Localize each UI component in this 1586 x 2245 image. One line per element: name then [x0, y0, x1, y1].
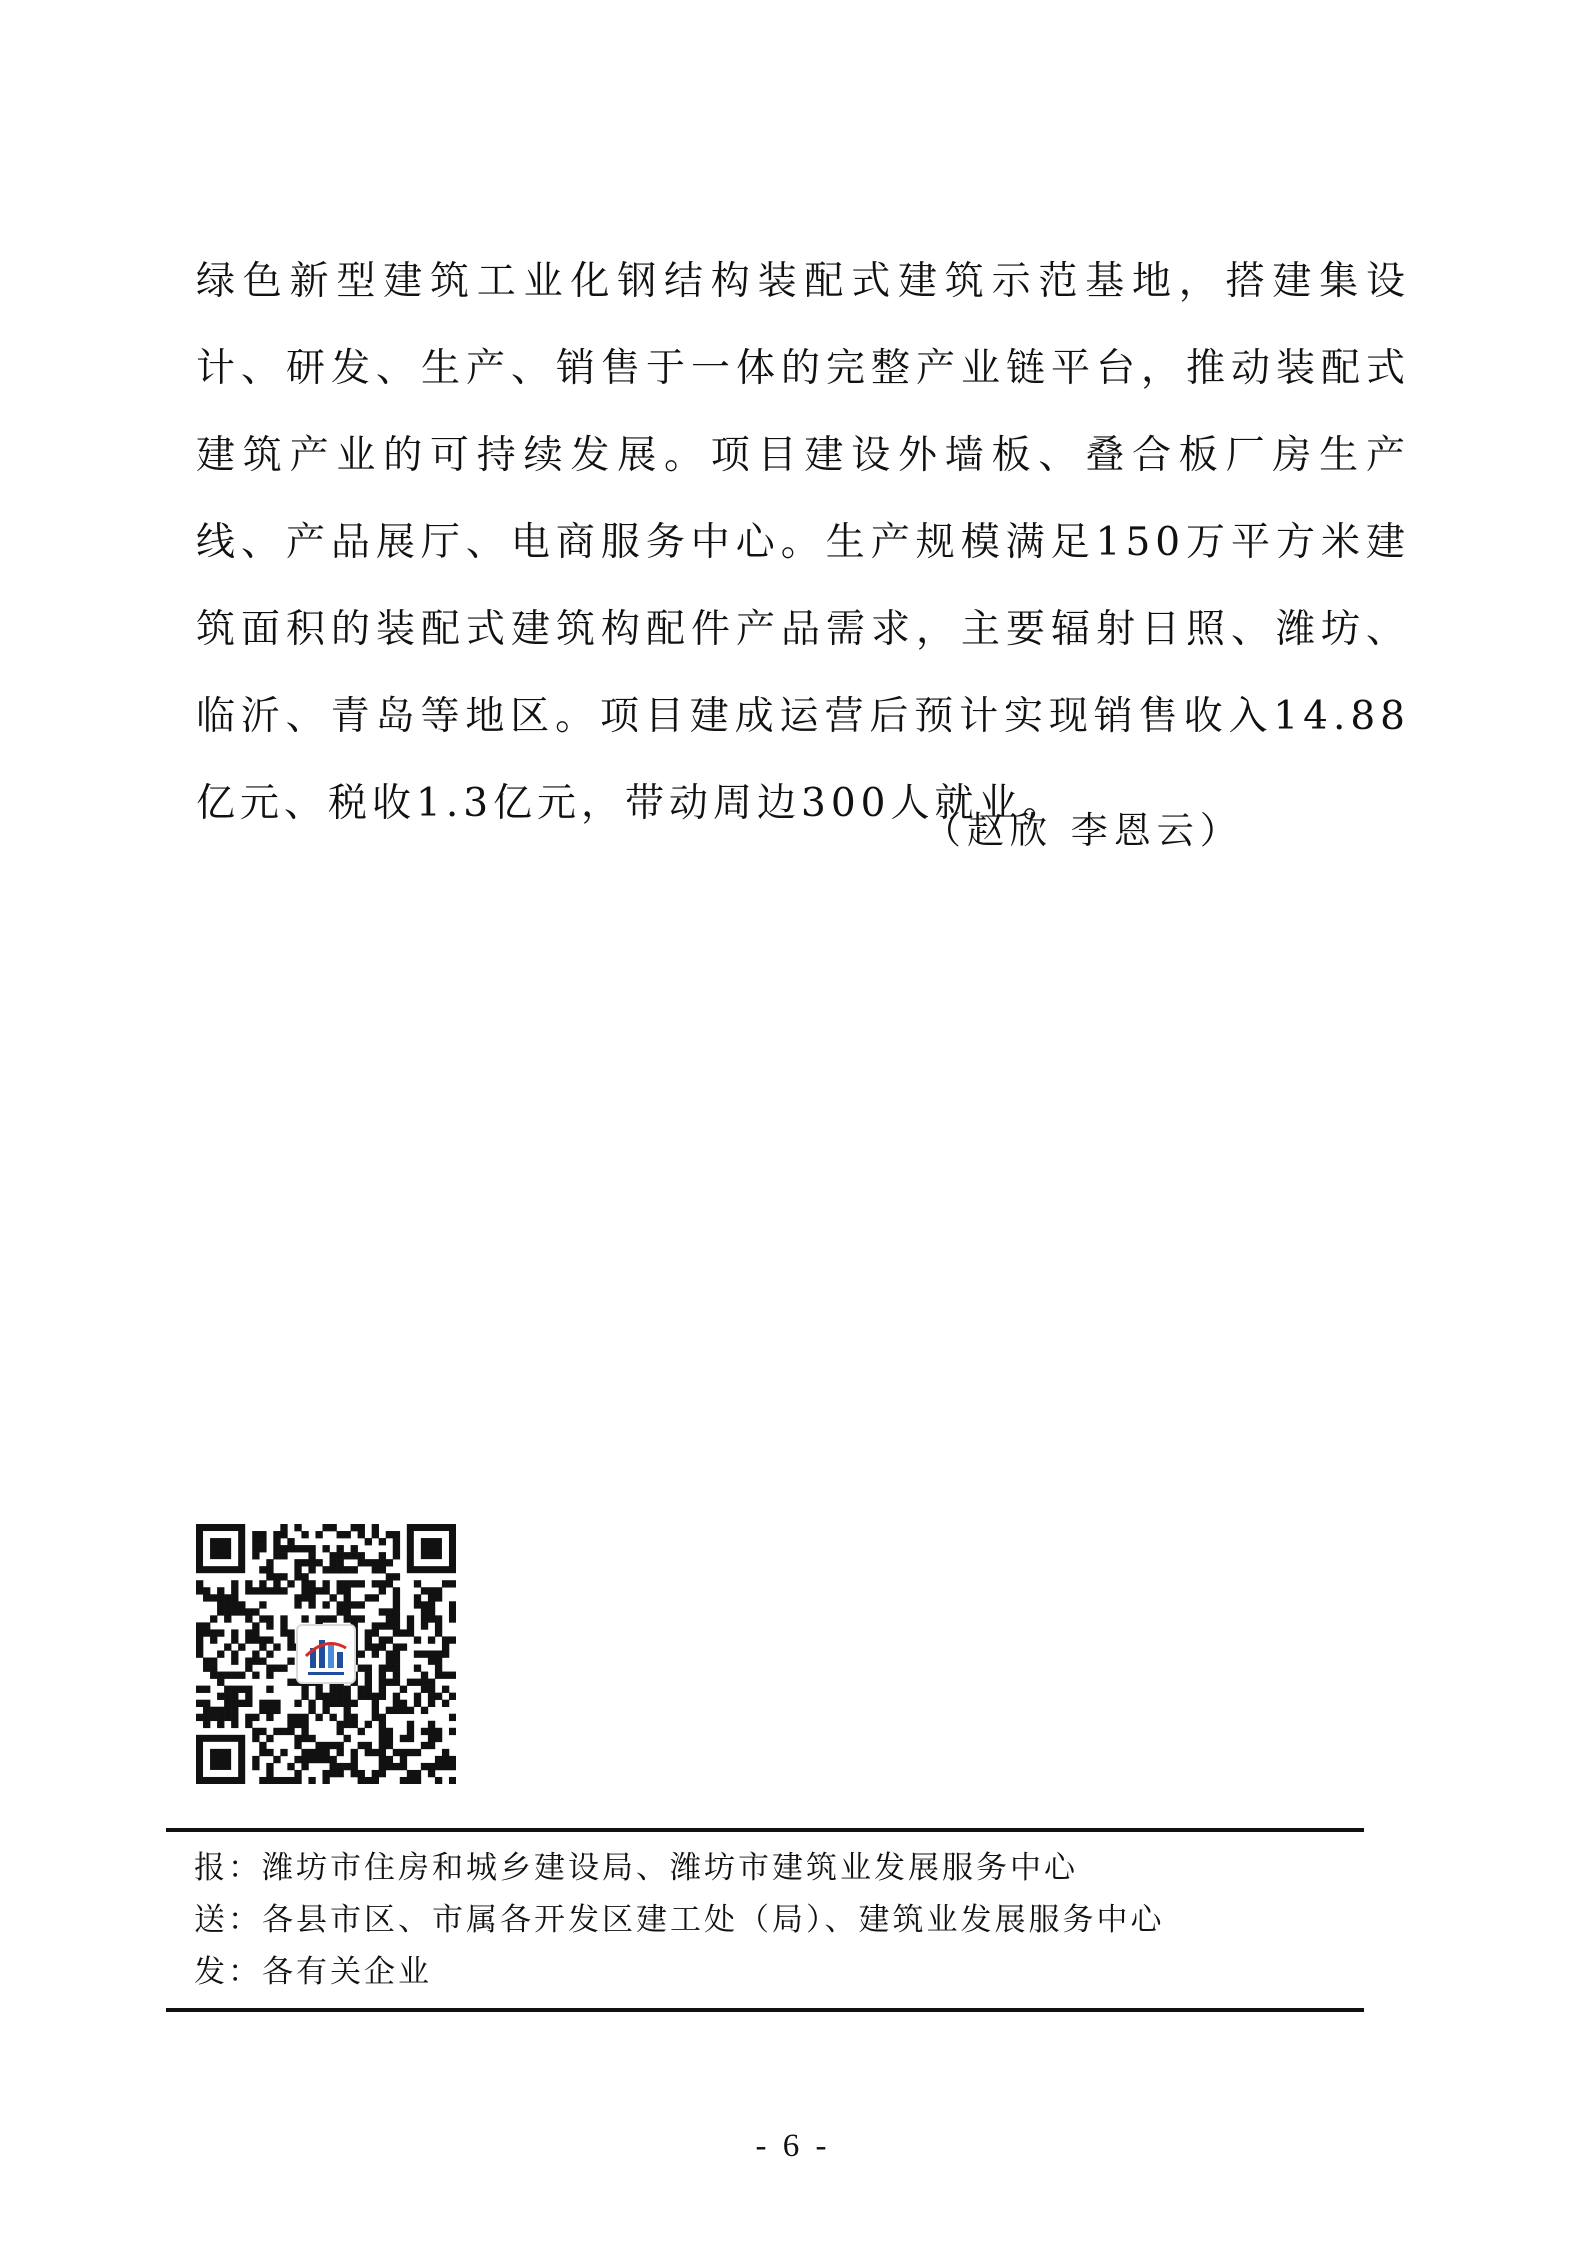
- send-to-row: [194, 1894, 1364, 1946]
- distribution-block: [166, 1828, 1364, 2012]
- association-logo-icon: [296, 1624, 356, 1684]
- issue-to-row: [194, 1946, 1364, 1998]
- report-to-label: 报：: [194, 1850, 262, 1886]
- author-credit: （赵欣 李恩云）: [924, 809, 1243, 852]
- send-to-label: 送：: [194, 1902, 262, 1938]
- send-to-value: 各县市区、市属各开发区建工处（局）、建筑业发展服务中心: [262, 1902, 1165, 1938]
- report-to-row: [194, 1842, 1364, 1894]
- issue-to-value: 各有关企业: [262, 1954, 432, 1990]
- page-number: - 6 -: [755, 2128, 831, 2164]
- wechat-qr-code-icon: [196, 1524, 456, 1784]
- issue-to-label: 发：: [194, 1954, 262, 1990]
- article-body-text: 绿色新型建筑工业化钢结构装配式建筑示范基地，搭建集设计、研发、生产、销售于一体的完整产业链平台，推动装配式建筑产业的可持续发展。项目建设外墙板、叠合板厂房生产线、产品展厅、电商服务中心。生产规模满足150万平方米建筑面积的装配式建筑构配件产品需求，主要辐射日照、潍坊、临沂、青岛等地区。项目建成运营后预计实现销售收入14.88亿元、税收1.3亿元，带动周边300人就业。: [196, 259, 1410, 826]
- report-to-value: 潍坊市住房和城乡建设局、潍坊市建筑业发展服务中心: [262, 1850, 1078, 1886]
